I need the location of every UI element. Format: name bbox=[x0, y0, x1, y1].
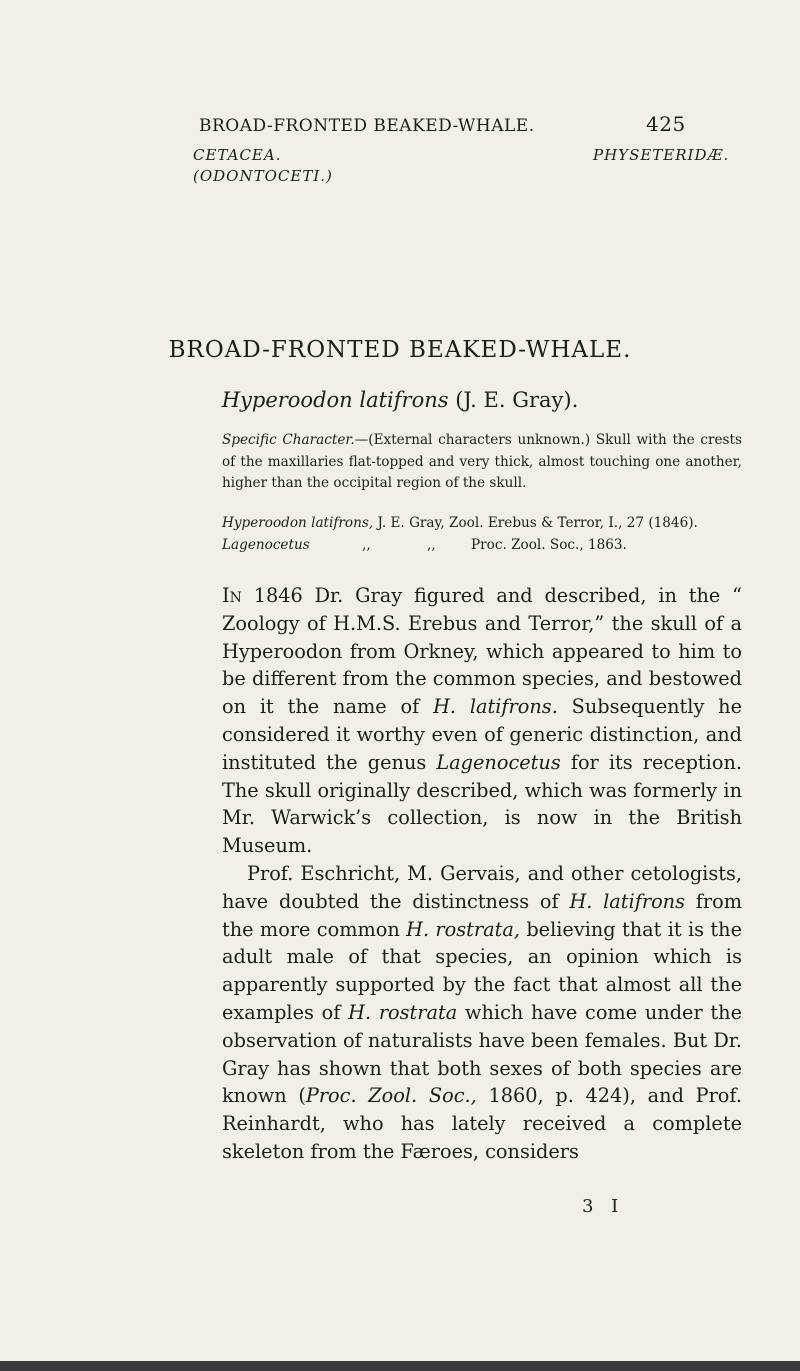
italic-run: H. latifrons bbox=[569, 889, 685, 913]
italic-run: H. latifrons. bbox=[433, 695, 558, 719]
text-run: Subsequently he considered it worthy even of generic distinction, and instituted the genus bbox=[222, 695, 743, 774]
scan-edge bbox=[0, 1361, 800, 1371]
running-head-title: BROAD-FRONTED BEAKED-WHALE. bbox=[199, 116, 535, 136]
synonym-name: Hyperoodon latifrons, bbox=[222, 515, 374, 531]
synonym-reference: J. E. Gray, Zool. Erebus & Terror, I., 27 (1846). bbox=[377, 515, 698, 531]
scientific-name: Hyperoodon latifrons bbox=[221, 388, 449, 412]
section-title: BROAD-FRONTED BEAKED-WHALE. bbox=[168, 337, 632, 363]
order-label: CETACEA. bbox=[193, 146, 282, 164]
italic-run: Lagenocetus bbox=[436, 750, 561, 774]
synonym-line bbox=[222, 537, 627, 553]
authority: (J. E. Gray). bbox=[455, 388, 579, 412]
body-text bbox=[222, 582, 742, 1166]
synonym-name: Lagenocetus bbox=[222, 537, 310, 553]
ditto-mark: ,, bbox=[362, 537, 371, 553]
paragraph bbox=[222, 582, 742, 860]
text-run: from the more common bbox=[222, 889, 742, 941]
page-number: 425 bbox=[646, 112, 686, 136]
text-run: believing that it is the adult male of that species, an opinion which is apparently supported by the fact that almost all the examples of bbox=[222, 917, 742, 1024]
specific-character-text: —(External characters unknown.) Skull with the crests of the maxillaries flat-topped and very thick, almost touching one another, higher than the occipital region of the skull. bbox=[222, 432, 742, 491]
synonym-reference: Proc. Zool. Soc., 1863. bbox=[471, 537, 627, 553]
family-label: PHYSETERIDÆ. bbox=[593, 146, 730, 164]
italic-run: H. rostrata bbox=[348, 1000, 458, 1024]
drop-word: In bbox=[222, 584, 242, 607]
synonym-line bbox=[222, 515, 698, 531]
text-run: for its reception. The skull originally described, which was formerly in Mr. Warwick’s collection, is now in the British Museum. bbox=[222, 750, 742, 858]
specific-character-label: Specific Character. bbox=[222, 432, 355, 448]
text-run: Prof. Eschricht, M. Gervais, and other cetologists, have doubted the distinctness of bbox=[222, 861, 742, 913]
text-run: 1846 Dr. Gray figured and described, in the “ Zoology of H.M.S. Erebus and Terror,” the skull of a Hyperoodon from Orkney, which appeared to him to be different from the common species, and bestowed on it the name of bbox=[222, 584, 742, 719]
ditto-mark: ,, bbox=[427, 537, 436, 553]
italic-run: Proc. Zool. Soc., bbox=[305, 1084, 477, 1108]
text-run: 1860, p. 424), and Prof. Reinhardt, who has lately received a complete skeleton from the Færoes, considers bbox=[222, 1084, 742, 1163]
text-run: which have come under the observation of naturalists have been females. But Dr. Gray has shown that both sexes of both species are known ( bbox=[222, 1000, 742, 1108]
paragraph bbox=[222, 860, 742, 1166]
species-heading bbox=[0, 388, 800, 412]
signature-mark: 3 I bbox=[582, 1196, 625, 1217]
suborder-label: (ODONTOCETI.) bbox=[193, 167, 333, 185]
italic-run: H. rostrata, bbox=[406, 917, 520, 941]
specific-character bbox=[222, 430, 742, 495]
